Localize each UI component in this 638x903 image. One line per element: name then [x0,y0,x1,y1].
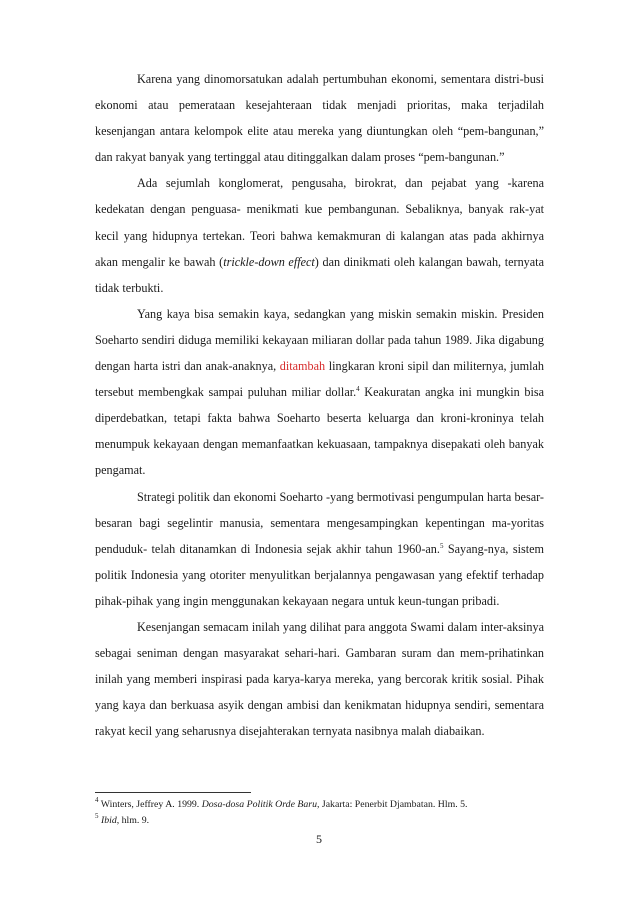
paragraph-1: Karena yang dinomorsatukan adalah pertumbuhan ekonomi, sementara distri-busi ekonomi atau pemerataan kesejahteraan tidak menjadi prioritas, maka terjadilah kesenjangan antara kelompok elite atau mereka yang diuntungkan oleh “pem-bangunan,” dan rakyat banyak yang tertinggal atau ditinggalkan dalam proses “pem-bangunan.” [95,72,544,165]
footnote-4 [95,797,544,813]
paragraph-3-text-end: Keakuratan angka ini mungkin bisa diperdebatkan, tetapi fakta bahwa Soeharto beserta keluarga dan kroni-kroninya telah menumpuk kekayaan dengan memanfaatkan kekuasaan, tampaknya disepakati oleh banyak pengamat. [95,385,544,478]
footnote-ibid: Ibid [100,814,117,826]
footnote-divider [95,792,251,793]
footnote-text-start: Winters, Jeffrey A. 1999. [98,799,202,810]
paragraph-3-text-start: Yang kaya bisa semakin kaya, sedangkan yang miskin semakin miskin. Presiden Soeharto sendiri diduga memiliki kekayaan miliaran dollar pada tahun 1989. Jika digabung dengan harta istri dan anak-anaknya, [95,306,544,374]
paragraph-2-text-end: ) dan dinikmati oleh kalangan bawah, ternyata tidak terbukti. [95,254,544,295]
footnote-number: 4 [95,796,99,804]
footnote-text-end: , Jakarta: Penerbit Djambatan. Hlm. 5. [316,799,468,810]
trickle-down-term: trickle-down effect [223,254,315,269]
footnote-number: 5 [95,811,99,820]
paragraph-4 [95,484,544,614]
page-number: 5 [316,832,322,846]
footnote-ref-5: 5 [439,541,444,550]
footnote-ref-4: 4 [356,385,360,394]
paragraph-3-text-middle: lingkaran kroni sipil dan militernya, jumlah tersebut membengkak sampai puluhan miliar dollar. [95,359,545,400]
footnote-book-title: Dosa-dosa Politik Orde Baru [201,799,317,810]
paragraph-4-text-start: Strategi politik dan ekonomi Soeharto -yang bermotivasi pengumpulan harta besar-besaran bagi segelintir manusia, sementara mengesampingkan kepentingan ma-yoritas penduduk- telah ditanamkan di Indonesia sejak akhir tahun 1960-an. [95,489,544,556]
main-body-text [95,66,544,744]
paragraph-2-text-start: Ada sejumlah konglomerat, pengusaha, birokrat, dan pejabat yang -karena kedekatan dengan penguasa- menikmati kue pembangunan. Sebaliknya, banyak rak-yat kecil yang hidupnya tertekan. Teori bahwa kemakmuran di kalangan atas pada akhirnya akan mengalir ke bawah ( [95,176,544,269]
footnote-text-end: , hlm. 9. [116,814,150,826]
footnotes [95,797,544,828]
paragraph-5: Kesenjangan semacam inilah yang dilihat para anggota Swami dalam inter-aksinya sebagai seniman dengan masyarakat sehari-hari. Gambaran suram dan mem-prihatinkan inilah yang memberi inspirasi pada karya-karya mereka, yang bercorak kritik sosial. Pihak yang kaya dan berkuasa asyik dengan ambisi dan kenikmatan hidupnya sendiri, sementara rakyat kecil yang seharusnya disejahterakan ternyata nasibnya malah diabaikan. [95,619,544,739]
paragraph-3 [95,301,544,484]
footnote-5 [95,813,544,829]
paragraph-2 [95,170,544,300]
paragraph-4-text-end: Sayang-nya, sistem politik Indonesia yang otoriter menyulitkan berjalannya pengawasan yang efektif terhadap pihak-pihak yang ingin menggunakan kekayaan negara untuk keun-tungan pribadi. [95,541,544,608]
highlighted-word: ditambah [279,359,326,374]
